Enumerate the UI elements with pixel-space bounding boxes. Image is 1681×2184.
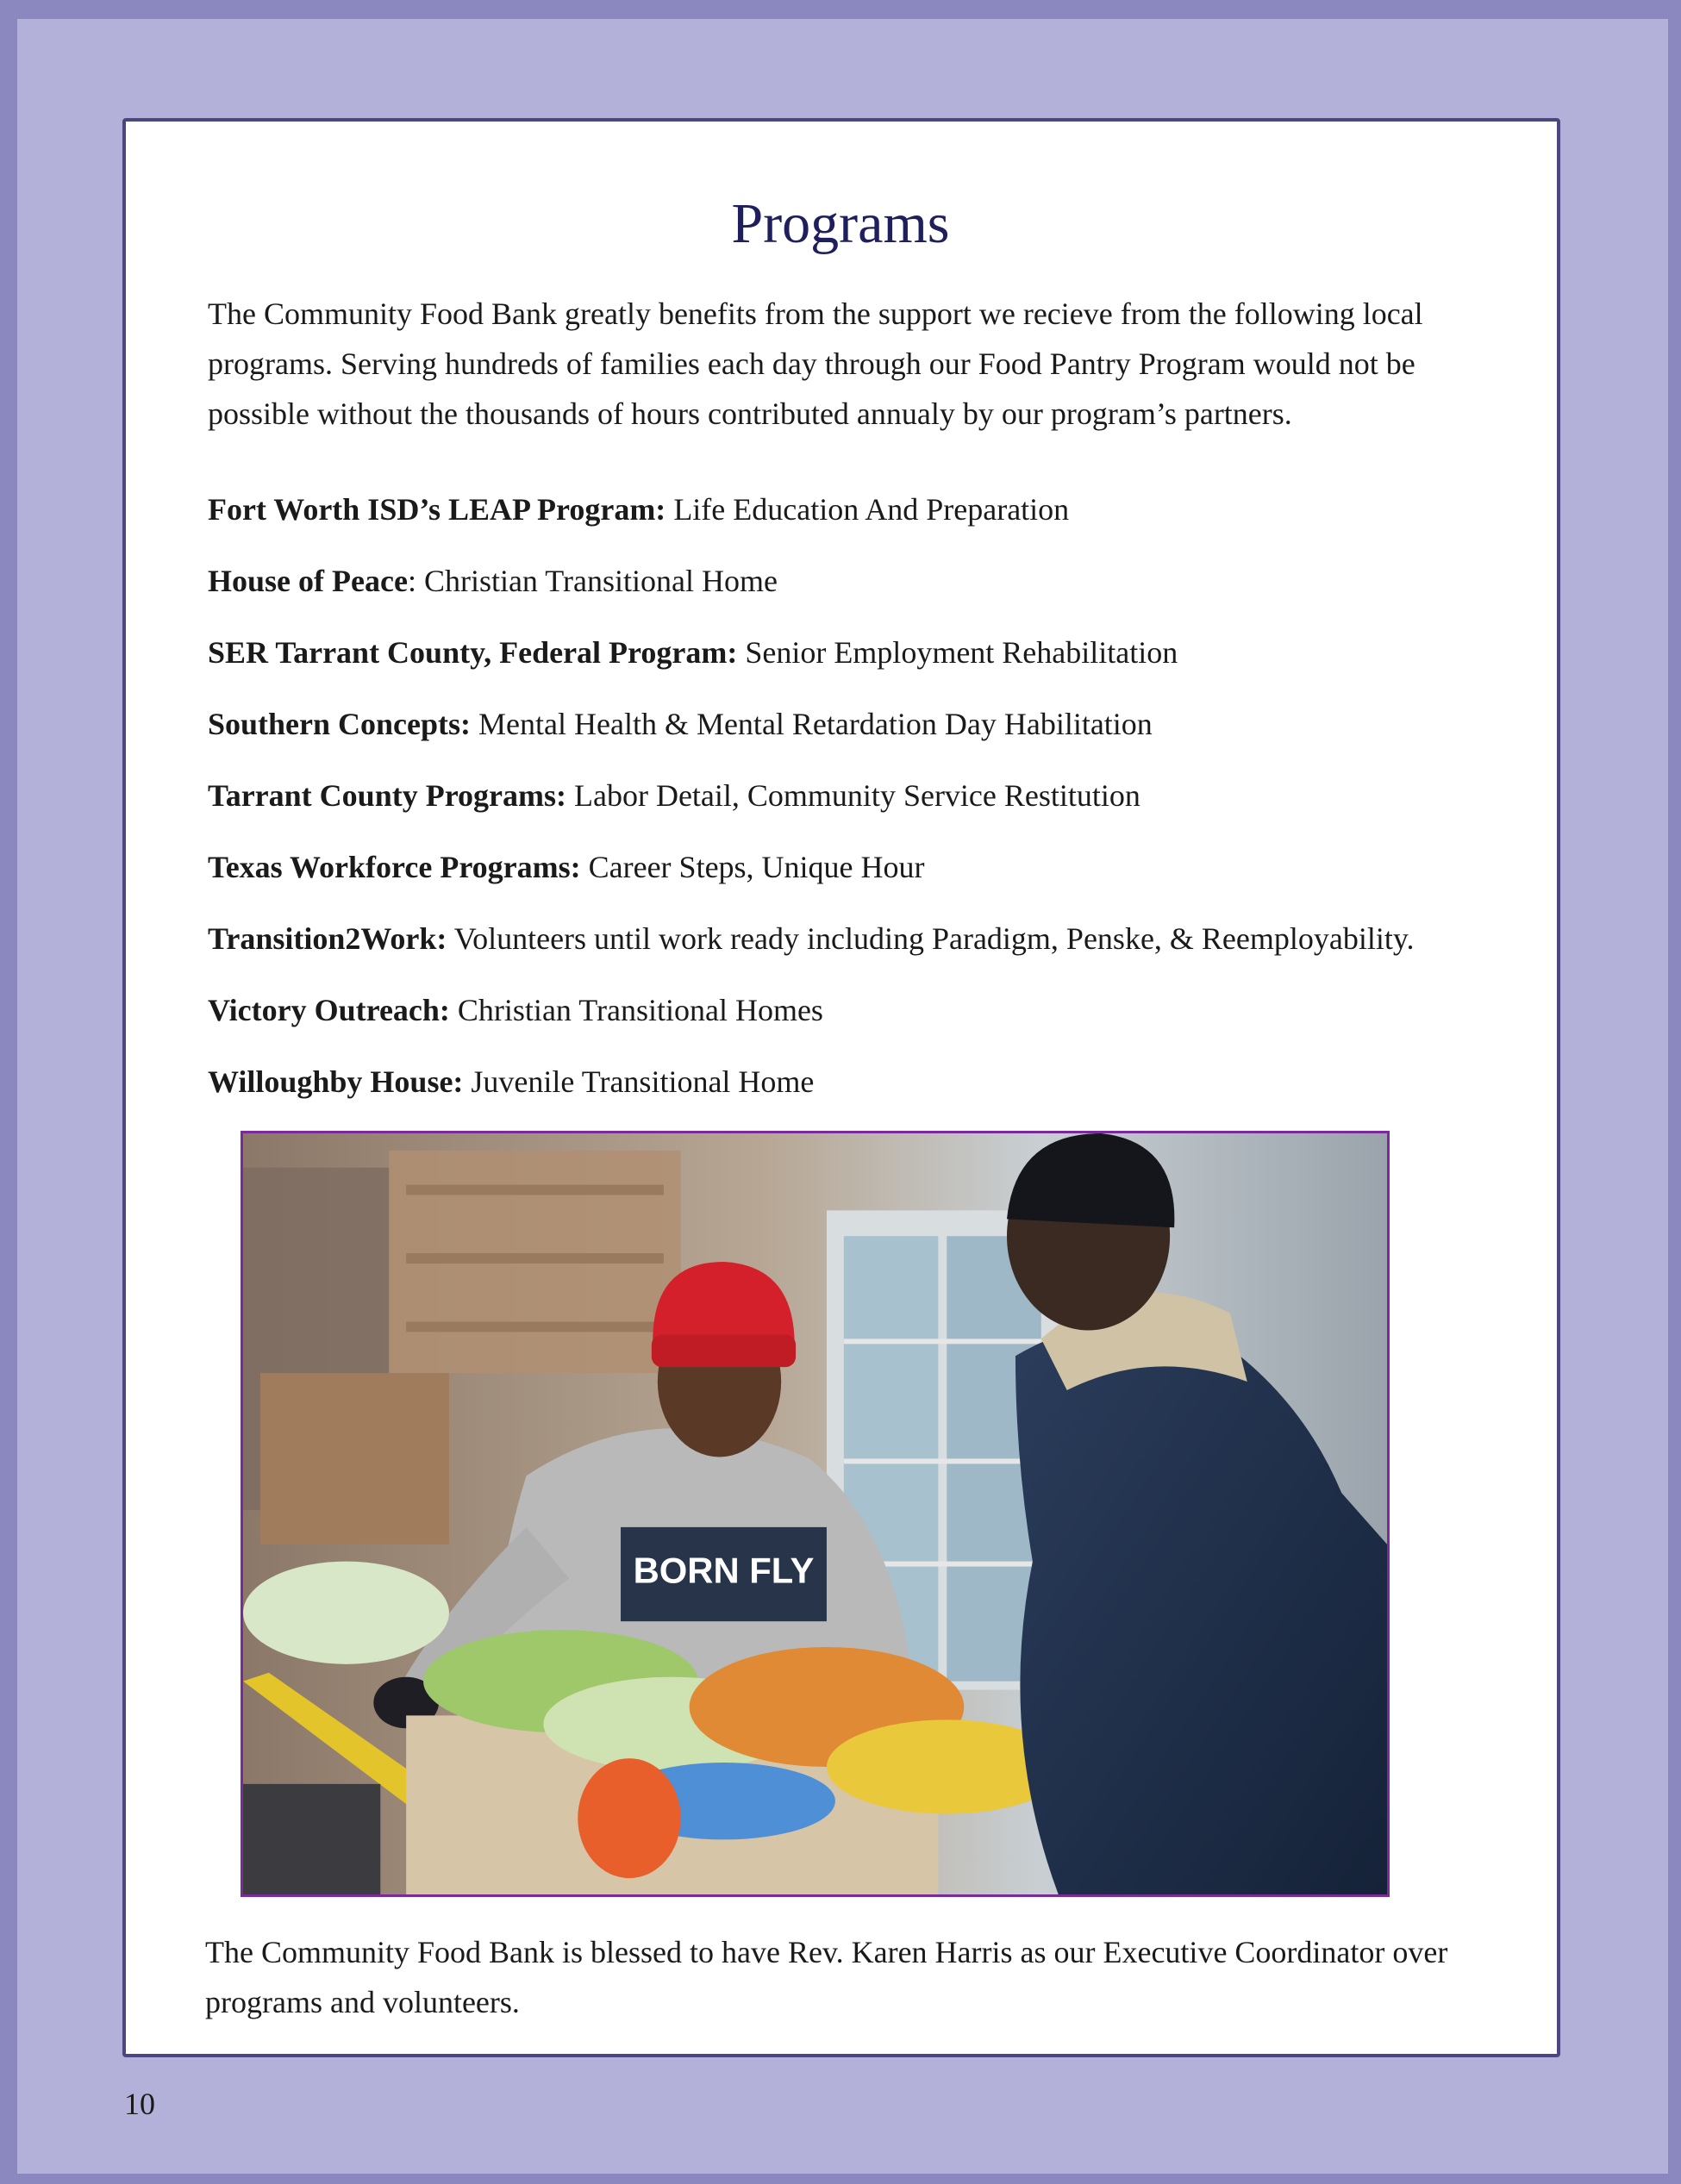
closing-paragraph: The Community Food Bank is blessed to have Rev. Karen Harris as our Executive Coordinator over programs and volunteers. (205, 1935, 1448, 2019)
program-name: SER Tarrant County, Federal Program: (208, 635, 738, 670)
program-name: Willoughby House: (208, 1064, 464, 1099)
program-description: : Christian Transitional Home (407, 564, 778, 598)
intro-paragraph: The Community Food Bank greatly benefits from the support we recieve from the following local programs. Serving hundreds of families each day through our Food Pantry Program would not be possible without the thousands of hours contributed annualy by our program’s partners. (208, 296, 1423, 431)
program-name: Southern Concepts: (208, 707, 472, 741)
page-number: 10 (124, 2087, 155, 2121)
food-bank-photo-illustration (243, 1133, 1387, 1894)
program-item (208, 842, 1535, 914)
volunteer-photo (241, 1131, 1390, 1897)
program-description: Labor Detail, Community Service Restitution (566, 778, 1140, 813)
program-item (208, 556, 1535, 627)
program-item (208, 484, 1535, 556)
program-name: Texas Workforce Programs: (208, 850, 581, 884)
program-name: Victory Outreach: (208, 993, 450, 1027)
program-description: Career Steps, Unique Hour (580, 850, 925, 884)
program-name: Transition2Work: (208, 921, 447, 956)
program-item (208, 985, 1535, 1057)
page-title: Programs (731, 192, 950, 255)
program-name: Tarrant County Programs: (208, 778, 566, 813)
program-description: Juvenile Transitional Home (463, 1064, 815, 1099)
program-description: Mental Health & Mental Retardation Day Habilitation (471, 707, 1153, 741)
program-item (208, 914, 1535, 985)
program-name: House of Peace (208, 564, 408, 598)
program-description: Senior Employment Rehabilitation (737, 635, 1178, 670)
program-item (208, 699, 1535, 771)
program-description: Christian Transitional Homes (449, 993, 823, 1027)
program-item (208, 1057, 1535, 1128)
program-list (208, 484, 1535, 1128)
program-name: Fort Worth ISD’s LEAP Program: (208, 492, 666, 527)
program-description: Life Education And Preparation (666, 492, 1070, 527)
shirt-logo-text: BORN FLY (633, 1550, 815, 1591)
program-item (208, 771, 1535, 842)
program-description: Volunteers until work ready including Paradigm, Penske, & Reemployability. (447, 921, 1415, 956)
program-item (208, 627, 1535, 699)
